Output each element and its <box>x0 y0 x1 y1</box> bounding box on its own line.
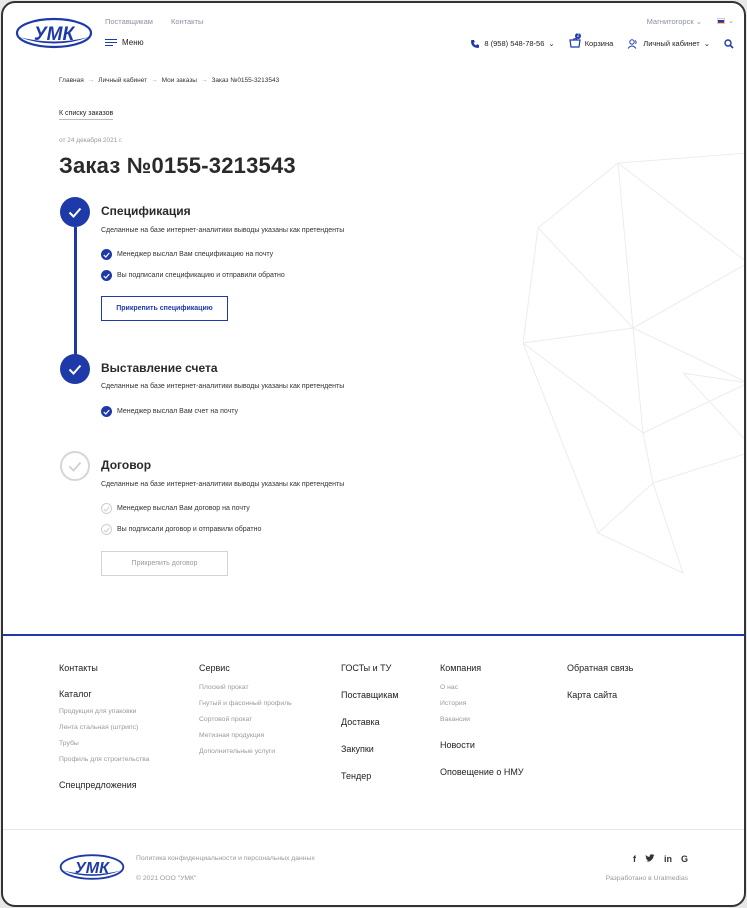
flag-ru-icon <box>717 18 725 24</box>
footer-gost-link[interactable]: ГОСТы и ТУ <box>341 663 392 673</box>
footer-column-3 <box>341 663 399 781</box>
phone-dropdown[interactable] <box>470 39 554 49</box>
step-check-item <box>101 249 273 260</box>
footer-service-item[interactable]: Сортовой прокат <box>199 716 253 723</box>
phone-icon <box>470 39 480 49</box>
back-to-orders-link[interactable]: К списку заказов <box>59 110 113 120</box>
breadcrumb-account[interactable]: Личный кабинет <box>98 77 148 84</box>
footer-service-item[interactable]: Плоский прокат <box>199 684 249 691</box>
footer-column-2 <box>199 663 292 755</box>
linkedin-icon[interactable]: in <box>663 854 672 864</box>
check-done-icon <box>101 270 112 281</box>
cart-link[interactable] <box>569 33 614 50</box>
hamburger-icon <box>105 39 117 47</box>
check-item-text: Менеджер выслал Вам счет на почту <box>117 408 239 415</box>
footer-service-item[interactable]: Метизная продукция <box>199 732 265 739</box>
account-label: Личный кабинет <box>643 39 700 48</box>
account-dropdown[interactable] <box>627 39 710 49</box>
phone-number: 8 (958) 548-78-56 <box>484 39 545 48</box>
footer-company-item[interactable]: О нас <box>440 684 459 691</box>
checkmark-icon <box>68 364 82 375</box>
check-done-icon <box>101 406 112 417</box>
attach-contract-button[interactable]: Прикрепить договор <box>101 551 228 576</box>
background-polygon-art <box>523 153 746 583</box>
footer-catalog-item[interactable]: Профиль для строительства <box>59 756 150 763</box>
footer-catalog-item[interactable]: Продукция для упаковки <box>59 708 137 715</box>
footer-column-5 <box>567 663 633 700</box>
step-description: Сделанные на базе интернет-аналитики выводы указаны как претенденты <box>101 481 345 488</box>
footer-bottom-divider <box>3 829 744 830</box>
footer-company-link[interactable]: Компания <box>440 663 482 673</box>
footer-suppliers-link[interactable]: Поставщикам <box>341 690 399 700</box>
footer-company-item[interactable]: Вакансии <box>440 716 470 723</box>
twitter-icon[interactable] <box>645 854 655 863</box>
step-contract-pending-icon <box>60 451 90 481</box>
chevron-down-icon: ⌄ <box>728 18 734 25</box>
page-title: Заказ №0155-3213543 <box>59 153 296 178</box>
footer-service-link[interactable]: Сервис <box>199 663 230 673</box>
step-description: Сделанные на базе интернет-аналитики выводы указаны как претенденты <box>101 227 345 234</box>
attach-specification-button[interactable]: Прикрепить спецификацию <box>101 296 228 321</box>
search-icon[interactable] <box>724 39 734 49</box>
breadcrumb-separator: → <box>200 77 208 84</box>
timeline-progress-line <box>74 227 77 355</box>
footer-nmu-link[interactable]: Оповещение о НМУ <box>440 767 524 777</box>
user-icon <box>627 39 639 49</box>
nav-contacts-link[interactable]: Контакты <box>170 17 204 26</box>
step-description: Сделанные на базе интернет-аналитики выводы указаны как претенденты <box>101 383 345 390</box>
chevron-down-icon: ⌄ <box>703 39 710 48</box>
check-item-text: Менеджер выслал Вам договор на почту <box>117 505 250 512</box>
check-pending-icon <box>101 524 112 535</box>
step-check-item <box>101 406 238 417</box>
breadcrumb-separator: → <box>87 77 95 84</box>
step-title: Выставление счета <box>101 361 218 375</box>
step-title: Спецификация <box>101 204 191 218</box>
header-actions <box>470 33 734 50</box>
city-label: Магнитогорск <box>646 17 694 26</box>
checkmark-icon <box>68 207 82 218</box>
breadcrumb-orders[interactable]: Мои заказы <box>161 77 197 84</box>
footer-column-1 <box>59 663 150 790</box>
step-check-item <box>101 503 250 514</box>
footer-divider <box>3 634 744 636</box>
menu-label: Меню <box>122 38 144 47</box>
cart-icon-wrap <box>569 33 581 50</box>
breadcrumb-current: Заказ №0155-3213543 <box>211 77 280 84</box>
step-check-item <box>101 270 285 281</box>
footer-catalog-item[interactable]: Лента стальная (штрипс) <box>59 724 139 731</box>
breadcrumb <box>59 77 279 84</box>
checkmark-icon <box>68 461 82 472</box>
menu-button[interactable] <box>105 38 144 47</box>
google-icon[interactable]: G <box>680 854 688 864</box>
logo-text: УМК <box>33 24 75 45</box>
step-invoice-done-icon <box>60 354 90 384</box>
footer-special-offers-link[interactable]: Спецпредложения <box>59 780 137 790</box>
privacy-policy-link[interactable]: Политика конфиденциальности и персональных данных <box>136 855 315 862</box>
step-specification-done-icon <box>60 197 90 227</box>
copyright: © 2021 ООО "УМК" <box>136 875 197 882</box>
developer-credit[interactable]: Разработано в Uralmedias <box>605 875 688 882</box>
footer-company-item[interactable]: История <box>440 700 467 707</box>
check-item-text: Вы подписали спецификацию и отправили обратно <box>117 272 285 279</box>
footer-service-item[interactable]: Дополнительные услуги <box>199 748 276 755</box>
nav-suppliers-link[interactable]: Поставщикам <box>105 17 153 26</box>
top-nav <box>105 17 203 26</box>
step-title: Договор <box>101 458 152 472</box>
footer-catalog-link[interactable]: Каталог <box>59 689 92 699</box>
city-selector[interactable]: Магнитогорск ⌄ <box>646 17 702 26</box>
facebook-icon[interactable]: f <box>632 854 636 864</box>
check-item-text: Вы подписали договор и отправили обратно <box>117 526 262 533</box>
social-links <box>633 854 688 864</box>
check-pending-icon <box>101 503 112 514</box>
cart-label: Корзина <box>584 39 614 48</box>
check-done-icon <box>101 249 112 260</box>
breadcrumb-home[interactable]: Главная <box>59 77 84 84</box>
footer-contacts-link[interactable]: Контакты <box>59 663 98 673</box>
check-item-text: Менеджер выслал Вам спецификацию на почту <box>117 251 274 258</box>
footer-column-4 <box>440 663 524 777</box>
footer-service-item[interactable]: Гнутый и фасонный профиль <box>199 700 292 707</box>
footer-delivery-link[interactable]: Доставка <box>341 717 380 727</box>
breadcrumb-separator: → <box>151 77 158 84</box>
footer-feedback-link[interactable]: Обратная связь <box>567 663 634 673</box>
umk-logo[interactable] <box>15 16 93 50</box>
footer-umk-logo[interactable] <box>59 852 125 882</box>
footer-sitemap-link[interactable]: Карта сайта <box>567 690 618 700</box>
order-date: от 24 декабря 2021 г. <box>59 137 123 144</box>
footer-purchases-link[interactable]: Закупки <box>341 744 374 754</box>
chevron-down-icon: ⌄ <box>548 39 555 48</box>
cart-count-badge: 2 <box>576 33 580 39</box>
footer-catalog-item[interactable]: Трубы <box>59 740 79 747</box>
language-selector[interactable] <box>717 17 734 25</box>
step-check-item <box>101 524 261 535</box>
page-frame <box>1 1 746 907</box>
footer-news-link[interactable]: Новости <box>440 740 475 750</box>
footer-tender-link[interactable]: Тендер <box>341 771 372 781</box>
logo-text: УМК <box>74 858 110 877</box>
